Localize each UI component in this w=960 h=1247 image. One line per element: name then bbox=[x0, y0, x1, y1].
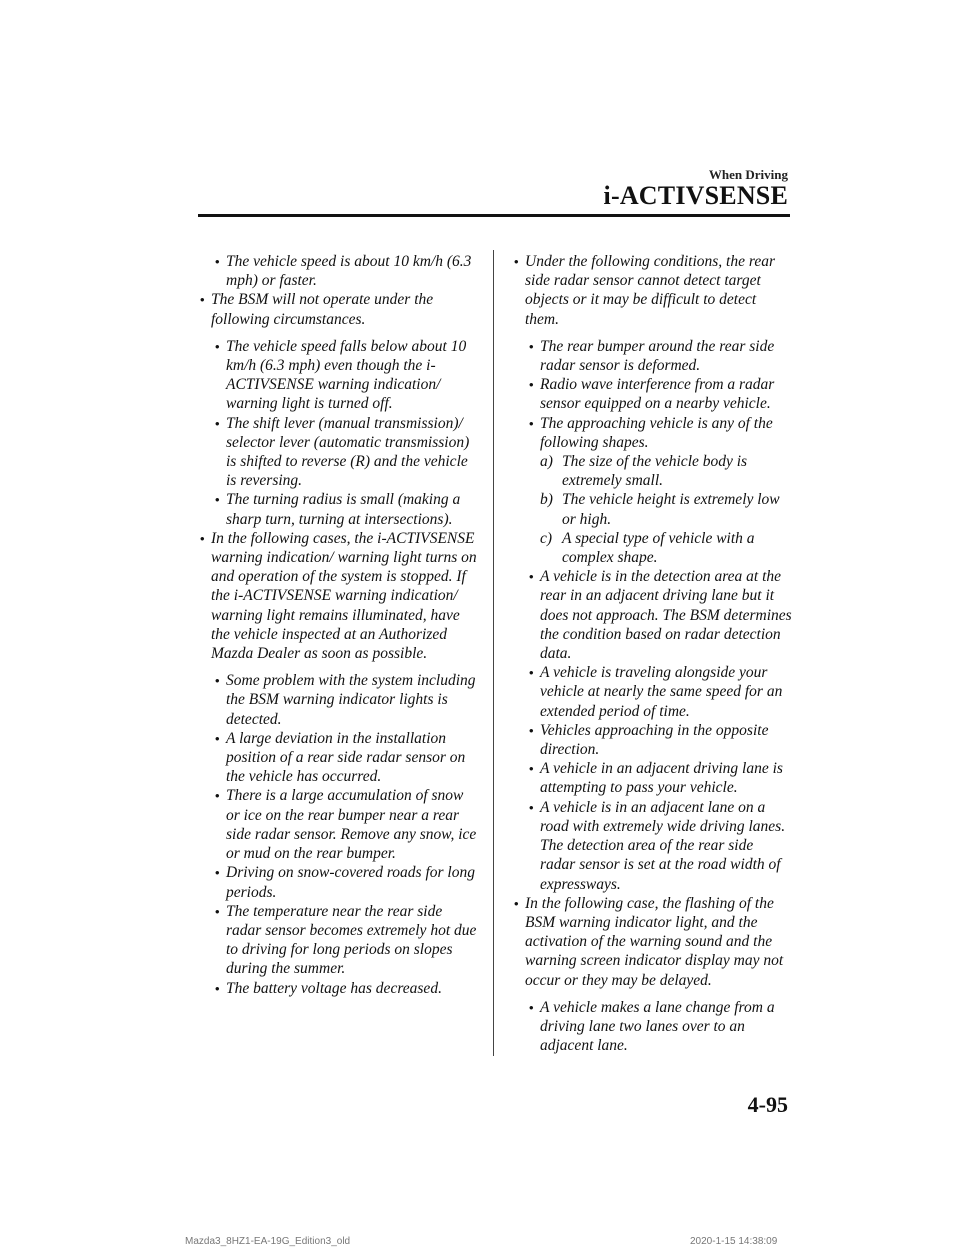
lettered-label: c) bbox=[540, 529, 553, 547]
bullet-icon: • bbox=[215, 903, 220, 919]
list-item-text: Vehicles approaching in the opposite direction. bbox=[540, 721, 769, 759]
list-item bbox=[198, 490, 480, 528]
list-item bbox=[512, 721, 792, 759]
list-item bbox=[512, 337, 792, 375]
list-item bbox=[512, 567, 792, 663]
list-item-text: The vehicle speed is about 10 km/h (6.3 mph) or faster. bbox=[226, 253, 472, 290]
list-item-text: A large deviation in the installation position of a rear side radar sensor on the vehicle has occurred. bbox=[226, 729, 466, 786]
list-item-text: A vehicle is in an adjacent lane on a road with extremely wide driving lanes. The detection area of the rear side radar sensor is set at the road width of expressways. bbox=[540, 798, 786, 893]
bullet-icon: • bbox=[215, 492, 220, 508]
list-item bbox=[512, 414, 792, 452]
bullet-icon: • bbox=[215, 415, 220, 431]
list-item-text: In the following cases, the i-ACTIVSENSE warning indication/ warning light turns on and operation of the system is stopped. If the i-ACTIVSENSE warning indication/ warning light remains illuminated, have the vehicle inspected at an Authorized Mazda Dealer as soon as possible. bbox=[211, 529, 477, 663]
lettered-item bbox=[512, 452, 792, 490]
list-item bbox=[512, 252, 792, 329]
footer-left-text: Mazda3_8HZ1-EA-19G_Edition3_old bbox=[185, 1236, 351, 1247]
list-item bbox=[198, 729, 480, 787]
footer-right-text: 2020-1-15 14:38:09 bbox=[690, 1236, 778, 1247]
list-item-text: The approaching vehicle is any of the following shapes. bbox=[540, 414, 773, 451]
list-item bbox=[512, 798, 792, 894]
list-item-text: The vehicle speed falls below about 10 km/h (6.3 mph) even though the i-ACTIVSENSE warning indication/ warning light is turned off. bbox=[226, 337, 467, 413]
bullet-icon: • bbox=[529, 569, 534, 585]
list-item-text: Under the following conditions, the rear side radar sensor cannot detect target objects or it may be difficult to detect them. bbox=[525, 253, 775, 328]
list-item-text: Radio wave interference from a radar sensor equipped on a nearby vehicle. bbox=[540, 376, 775, 413]
bullet-icon: • bbox=[529, 799, 534, 815]
sub-list bbox=[198, 337, 480, 529]
lettered-label: a) bbox=[540, 453, 553, 471]
lettered-item bbox=[512, 490, 792, 528]
list-item-text: The BSM will not operate under the following circumstances. bbox=[211, 291, 434, 328]
sub-list bbox=[512, 337, 792, 894]
list-item bbox=[512, 894, 792, 990]
bullet-icon: • bbox=[215, 730, 220, 746]
lettered-text: A special type of vehicle with a complex shape. bbox=[562, 529, 755, 567]
list-item bbox=[198, 290, 480, 328]
bullet-icon: • bbox=[215, 788, 220, 804]
bullet-icon: • bbox=[529, 415, 534, 431]
bullet-icon: • bbox=[200, 530, 205, 546]
list-item-text: There is a large accumulation of snow or ice on the rear bumper near a rear side radar sensor. Remove any snow, ice or mud on the rear bumper. bbox=[226, 787, 477, 863]
list-item-text: A vehicle is in the detection area at the rear in an adjacent driving lane but it does not approach. The BSM determines the condition based on radar detection data. bbox=[540, 568, 792, 663]
list-item-text: The shift lever (manual transmission)/ selector lever (automatic transmission) is shifted to reverse (R) and the vehicle is reversing. bbox=[226, 414, 470, 490]
list-item-text: The battery voltage has decreased. bbox=[226, 979, 442, 997]
bullet-icon: • bbox=[215, 980, 220, 996]
column-divider bbox=[493, 250, 494, 1056]
lettered-text: The size of the vehicle body is extremely small. bbox=[562, 453, 748, 490]
list-item bbox=[512, 998, 792, 1056]
bullet-icon: • bbox=[215, 338, 220, 354]
bullet-icon: • bbox=[514, 895, 519, 911]
bullet-icon: • bbox=[529, 338, 534, 354]
sub-list bbox=[198, 671, 480, 997]
list-item bbox=[198, 863, 480, 901]
bullet-icon: • bbox=[215, 865, 220, 881]
header-rule bbox=[198, 214, 790, 217]
list-item-text: In the following case, the flashing of the BSM warning indicator light, and the activation of the warning sound and the warning screen indicator display may not occur or they may be delayed. bbox=[525, 894, 784, 989]
list-item-text: A vehicle is traveling alongside your vehicle at nearly the same speed for an extended period of time. bbox=[540, 664, 783, 720]
bullet-icon: • bbox=[215, 673, 220, 689]
list-item-text: Driving on snow-covered roads for long periods. bbox=[226, 864, 475, 901]
page-number: 4-95 bbox=[747, 1092, 788, 1117]
bullet-icon: • bbox=[529, 999, 534, 1015]
list-item-text: The rear bumper around the rear side radar sensor is deformed. bbox=[540, 337, 775, 375]
bullet-icon: • bbox=[514, 254, 519, 269]
list-item bbox=[198, 529, 480, 663]
right-column bbox=[512, 252, 792, 1055]
list-item bbox=[198, 786, 480, 863]
lettered-label: b) bbox=[540, 491, 553, 509]
list-item bbox=[512, 663, 792, 721]
list-item bbox=[198, 671, 480, 729]
list-item bbox=[198, 337, 480, 414]
header-title: i-ACTIVSENSE bbox=[603, 181, 788, 210]
list-item bbox=[512, 759, 792, 797]
sub-list bbox=[512, 998, 792, 1056]
bullet-icon: • bbox=[200, 292, 205, 308]
list-item bbox=[198, 414, 480, 491]
list-item bbox=[512, 375, 792, 413]
list-item bbox=[198, 252, 480, 290]
lettered-text: The vehicle height is extremely low or high. bbox=[562, 491, 780, 528]
list-item bbox=[198, 902, 480, 979]
list-item-text: The turning radius is small (making a sharp turn, turning at intersections). bbox=[226, 491, 461, 528]
bullet-icon: • bbox=[529, 761, 534, 777]
list-item bbox=[198, 979, 480, 998]
list-item-text: A vehicle in an adjacent driving lane is attempting to pass your vehicle. bbox=[540, 760, 783, 797]
lettered-item bbox=[512, 529, 792, 567]
bullet-icon: • bbox=[529, 377, 534, 393]
left-column bbox=[198, 252, 480, 998]
header-section-label: When Driving bbox=[708, 167, 788, 182]
list-item-text: Some problem with the system including the BSM warning indicator lights is detected. bbox=[226, 672, 476, 728]
bullet-icon: • bbox=[215, 254, 220, 269]
bullet-icon: • bbox=[529, 722, 534, 738]
bullet-icon: • bbox=[529, 665, 534, 681]
list-item-text: A vehicle makes a lane change from a driving lane two lanes over to an adjacent lane. bbox=[540, 998, 775, 1055]
list-item-text: The temperature near the rear side radar sensor becomes extremely hot due to driving for long periods on slopes during the summer. bbox=[226, 902, 477, 978]
